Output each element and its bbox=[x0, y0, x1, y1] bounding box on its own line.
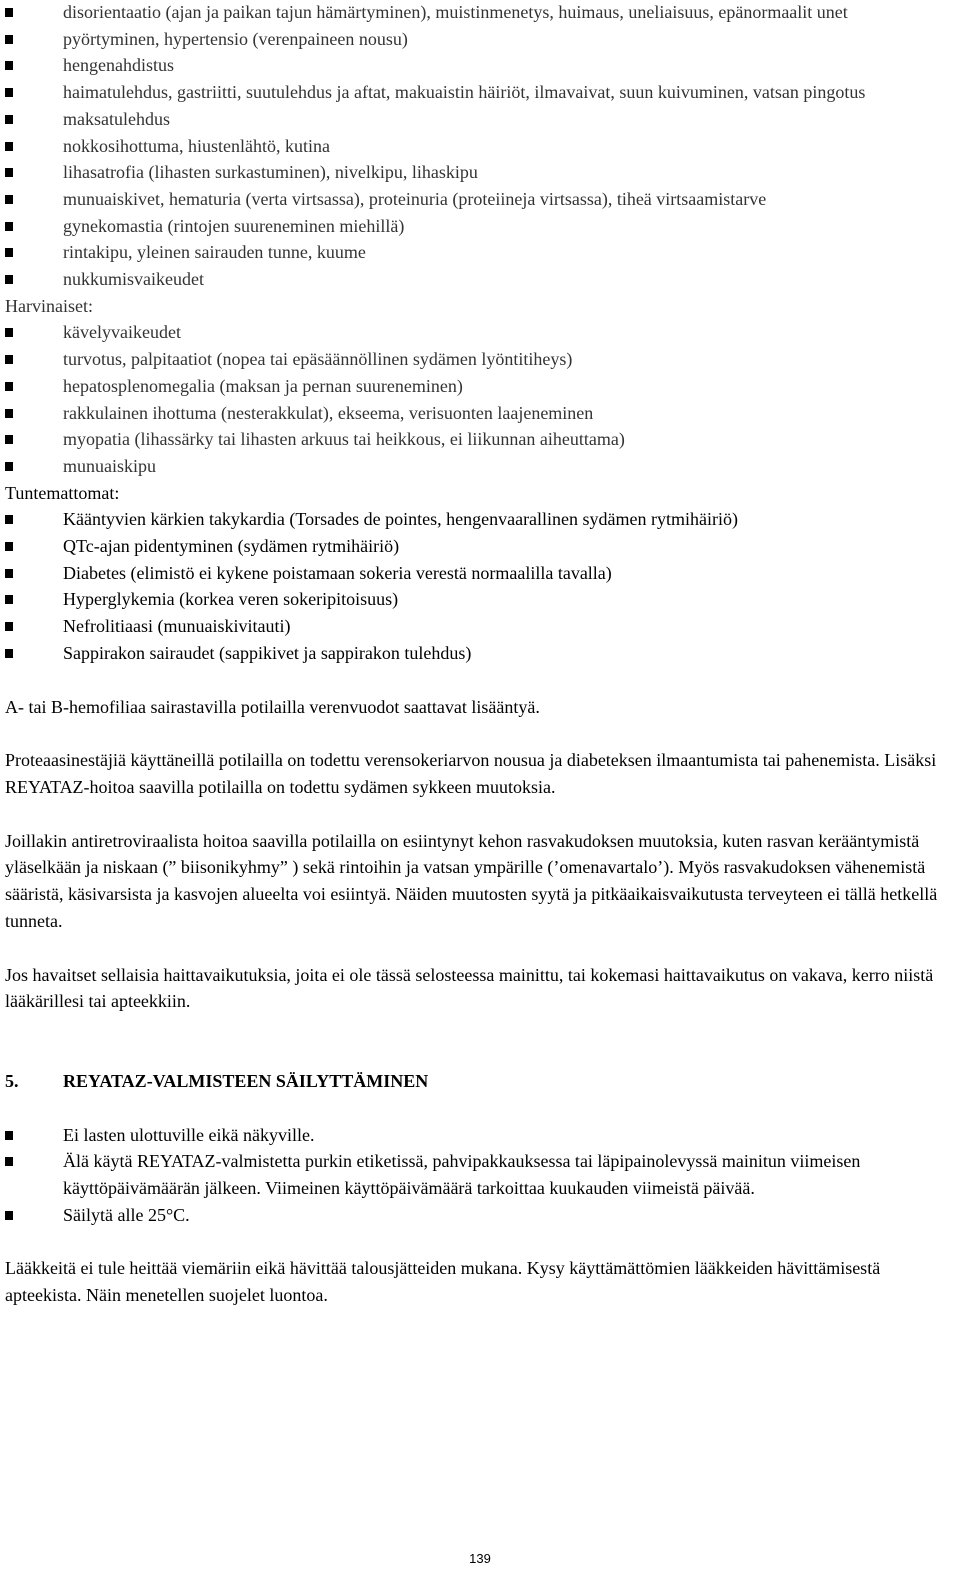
bullet-icon bbox=[5, 542, 13, 551]
tuntemattomat-label: Tuntemattomat: bbox=[5, 482, 120, 503]
protease-paragraph: Proteaasinestäjiä käyttäneillä potilailla on todettu verensokeriarvon nousua ja diabeteksen ilmaantumista tai pahenemista. Lisäksi REYATAZ-hoitoa saavilla potilailla on todettu sydämen sykkeen muutoksia. bbox=[5, 750, 937, 797]
bullet-icon bbox=[5, 1157, 13, 1166]
harvinaiset-label: Harvinaiset: bbox=[5, 295, 93, 316]
bullet-icon bbox=[5, 1211, 13, 1220]
side-effects-list-unknown bbox=[5, 506, 945, 666]
section-title: REYATAZ-VALMISTEEN SÄILYTTÄMINEN bbox=[63, 1070, 429, 1091]
bullet-icon bbox=[5, 142, 13, 151]
bullet-icon bbox=[5, 328, 13, 337]
list-item: Älä käytä REYATAZ-valmistetta purkin etiketissä, pahvipakkauksessa tai läpipainolevyssä mainitun viimeisen käyttöpäivämäärän jälkeen. Viimeinen käyttöpäivämäärä tarkoittaa kuukauden viimeistä päivää. bbox=[5, 1148, 945, 1201]
list-item: munuaiskivet, hematuria (verta virtsassa), proteinuria (proteiineja virtsassa), tiheä virtsaamistarve bbox=[5, 186, 945, 213]
bullet-icon bbox=[5, 1131, 13, 1140]
list-item: maksatulehdus bbox=[5, 106, 945, 133]
section-heading bbox=[5, 1068, 945, 1095]
list-item: rakkulainen ihottuma (nesterakkulat), ekseema, verisuonten laajeneminen bbox=[5, 400, 945, 427]
bullet-icon bbox=[5, 35, 13, 44]
list-item: pyörtyminen, hypertensio (verenpaineen nousu) bbox=[5, 26, 945, 53]
document-page bbox=[5, 0, 945, 1309]
section-number: 5. bbox=[5, 1070, 19, 1091]
list-item: Sappirakon sairaudet (sappikivet ja sappirakon tulehdus) bbox=[5, 640, 945, 667]
list-item: nokkosihottuma, hiustenlähtö, kutina bbox=[5, 133, 945, 160]
side-effects-list-common bbox=[5, 0, 945, 293]
list-item: hepatosplenomegalia (maksan ja pernan suureneminen) bbox=[5, 373, 945, 400]
list-item: hengenahdistus bbox=[5, 52, 945, 79]
list-item: nukkumisvaikeudet bbox=[5, 266, 945, 293]
bullet-icon bbox=[5, 88, 13, 97]
list-item: disorientaatio (ajan ja paikan tajun hämärtyminen), muistinmenetys, huimaus, uneliaisuus, epänormaalit unet bbox=[5, 0, 945, 26]
fat-redistribution-paragraph: Joillakin antiretroviraalista hoitoa saavilla potilailla on esiintynyt kehon rasvakudoksen muutoksia, kuten rasvan kerääntymistä yläselkään ja niskaan (” biisonikyhmy” ) sekä rintoihin ja vatsan ympärille (’omenavartalo’). Myös rasvakudoksen vähenemistä sääristä, käsivarsista ja kasvojen alueelta voi esiintyä. Näiden muutosten syytä ja pitkäaikaisvaikutusta terveyteen ei tällä hetkellä tunneta. bbox=[5, 830, 938, 931]
bullet-icon bbox=[5, 649, 13, 658]
bullet-icon bbox=[5, 569, 13, 578]
list-item: lihasatrofia (lihasten surkastuminen), nivelkipu, lihaskipu bbox=[5, 159, 945, 186]
list-item: QTc-ajan pidentyminen (sydämen rytmihäiriö) bbox=[5, 533, 945, 560]
list-item: Ei lasten ulottuville eikä näkyville. bbox=[5, 1122, 945, 1149]
list-item: kävelyvaikeudet bbox=[5, 319, 945, 346]
side-effects-list-rare bbox=[5, 319, 945, 479]
list-item: Diabetes (elimistö ei kykene poistamaan sokeria verestä normaalilla tavalla) bbox=[5, 560, 945, 587]
list-item: munuaiskipu bbox=[5, 453, 945, 480]
bullet-icon bbox=[5, 435, 13, 444]
bullet-icon bbox=[5, 622, 13, 631]
hemophilia-paragraph: A- tai B-hemofiliaa sairastavilla potilailla verenvuodot saattavat lisääntyä. bbox=[5, 696, 540, 717]
list-item: Hyperglykemia (korkea veren sokeripitoisuus) bbox=[5, 586, 945, 613]
disposal-paragraph: Lääkkeitä ei tule heittää viemäriin eikä hävittää talousjätteiden mukana. Kysy käyttämättömien lääkkeiden hävittämisestä apteekista. Näin menetellen suojelet luontoa. bbox=[5, 1258, 881, 1306]
bullet-icon bbox=[5, 355, 13, 364]
bullet-icon bbox=[5, 515, 13, 524]
bullet-icon bbox=[5, 595, 13, 604]
bullet-icon bbox=[5, 61, 13, 70]
bullet-icon bbox=[5, 222, 13, 231]
page-number: 139 bbox=[469, 1551, 491, 1566]
bullet-icon bbox=[5, 195, 13, 204]
bullet-icon bbox=[5, 168, 13, 177]
bullet-icon bbox=[5, 462, 13, 471]
list-item: myopatia (lihassärky tai lihasten arkuus tai heikkous, ei liikunnan aiheuttama) bbox=[5, 426, 945, 453]
bullet-icon bbox=[5, 248, 13, 257]
list-item: turvotus, palpitaatiot (nopea tai epäsäännöllinen sydämen lyöntitiheys) bbox=[5, 346, 945, 373]
list-item: Nefrolitiaasi (munuaiskivitauti) bbox=[5, 613, 945, 640]
list-item: Kääntyvien kärkien takykardia (Torsades de pointes, hengenvaarallinen sydämen rytmihäiriö) bbox=[5, 506, 945, 533]
list-item: gynekomastia (rintojen suureneminen miehillä) bbox=[5, 213, 945, 240]
list-item: rintakipu, yleinen sairauden tunne, kuume bbox=[5, 239, 945, 266]
bullet-icon bbox=[5, 409, 13, 418]
bullet-icon bbox=[5, 8, 13, 17]
list-item: haimatulehdus, gastriitti, suutulehdus ja aftat, makuaistin häiriöt, ilmavaivat, suun kuivuminen, vatsan pingotus bbox=[5, 79, 945, 106]
bullet-icon bbox=[5, 382, 13, 391]
report-side-effects-paragraph: Jos havaitset sellaisia haittavaikutuksia, joita ei ole tässä selosteessa mainittu, tai kokemasi haittavaikutus on vakava, kerro niistä lääkärillesi tai apteekkiin. bbox=[5, 964, 934, 1012]
bullet-icon bbox=[5, 275, 13, 284]
bullet-icon bbox=[5, 115, 13, 124]
list-item: Säilytä alle 25°C. bbox=[5, 1202, 945, 1229]
storage-list bbox=[5, 1122, 945, 1229]
